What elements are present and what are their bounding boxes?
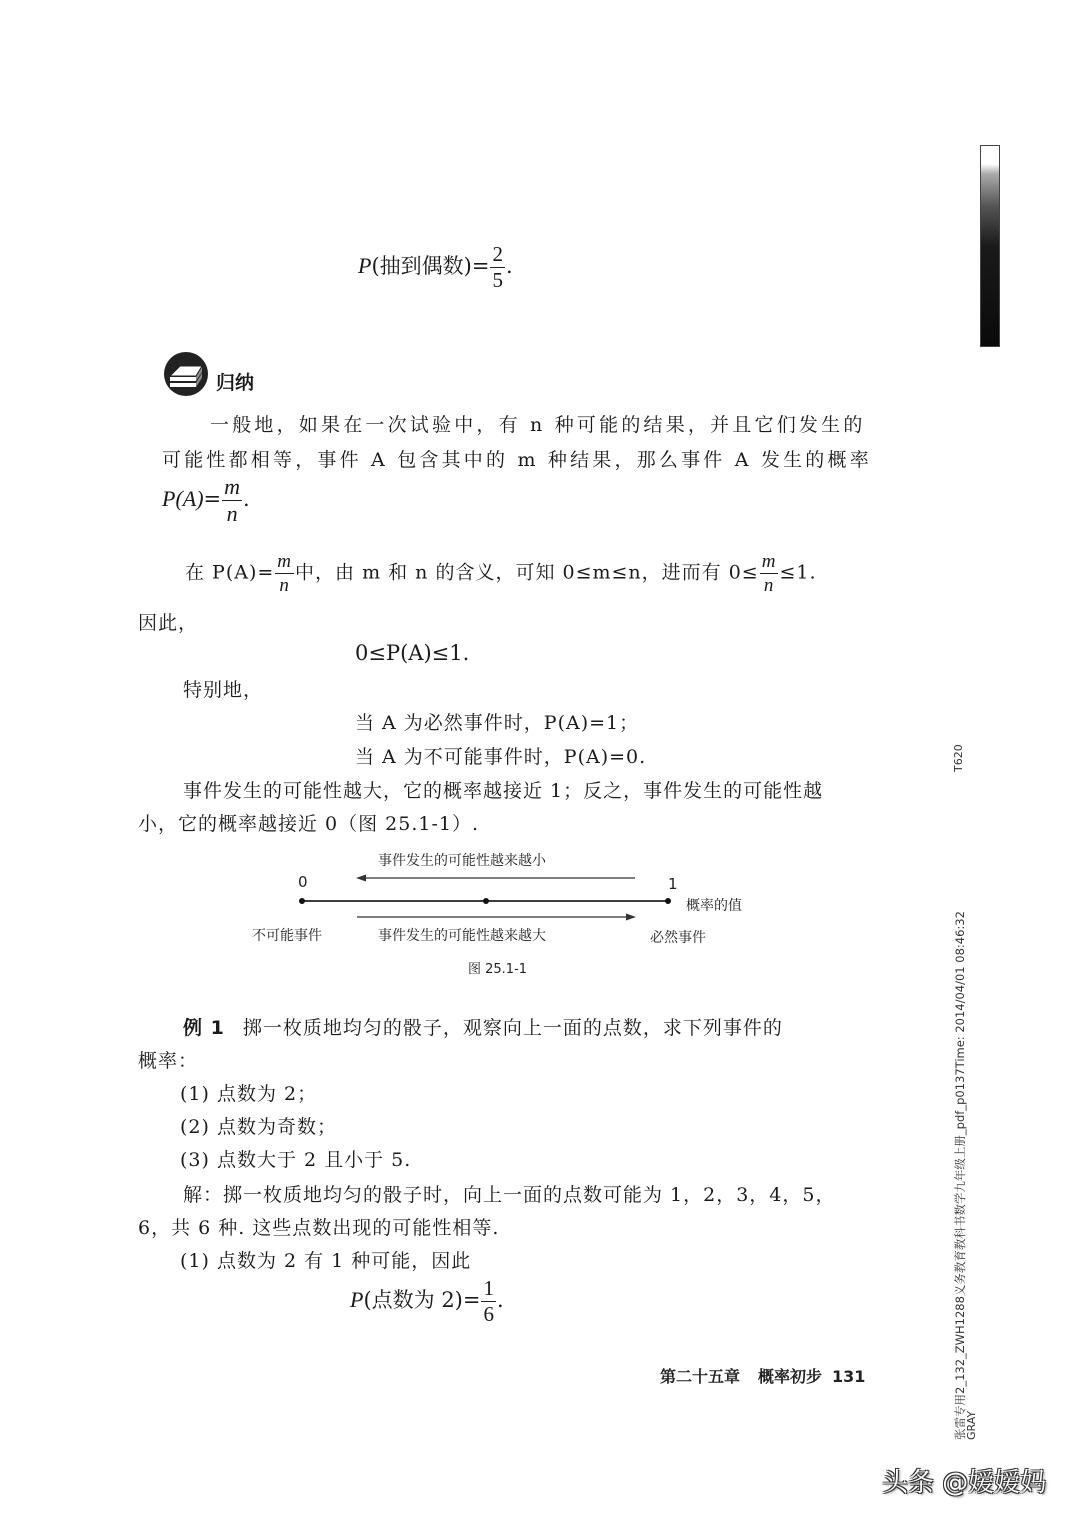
page-number: 131 [832, 1367, 866, 1386]
axis-label: 概率的值 [686, 898, 742, 914]
example-item-2: (2) 点数为奇数； [180, 1116, 337, 1138]
fraction: $\frac{m}{n}$ [761, 551, 777, 596]
range-formula: 0≤P(A)≤1. [355, 641, 470, 665]
example-title: 例 1 [183, 1017, 225, 1039]
bottom-arrow-label: 事件发生的可能性越来越大 [378, 928, 546, 944]
side-mode: GRAY [965, 1410, 978, 1440]
example-line-1: 例 1 掷一枚质地均匀的骰子，观察向上一面的点数，求下列事件的 [183, 1017, 783, 1039]
zero-value-label: 0 [298, 873, 308, 891]
fraction: $\frac{2}{5}$ [492, 242, 503, 292]
example-line-2: 概率： [138, 1050, 199, 1072]
figure-caption: 图 25.1-1 [468, 962, 528, 977]
solution-formula: P(点数为 2)= $\frac{1}{6}$ . [350, 1276, 504, 1326]
one-value-label: 1 [668, 875, 678, 893]
induction-line-2: 可能性都相等，事件 A 包含其中的 m 种结果，那么事件 A 发生的概率 [162, 449, 872, 471]
fraction: $\frac{m}{n}$ [224, 474, 241, 526]
chapter-title: 概率初步 [758, 1367, 823, 1386]
special-case-certain: 当 A 为必然事件时，P(A)=1； [355, 712, 640, 734]
solution-line-2: 6，共 6 种. 这些点数出现的可能性相等. [138, 1217, 500, 1239]
paragraph-likelihood-line-2: 小，它的概率越接近 0（图 25.1-1）. [138, 813, 480, 835]
watermark: 头条 @嫒嫒妈 [882, 1468, 1047, 1498]
example-item-3: (3) 点数大于 2 且小于 5. [180, 1149, 412, 1171]
induction-heading: 归纳 [216, 372, 255, 394]
probability-number-line-figure [240, 845, 780, 985]
top-arrow-label: 事件发生的可能性越来越小 [378, 853, 546, 869]
induction-icon [162, 350, 210, 398]
side-scan-info: 张雷专用2_132_ZWH1288义务教育教科书数学九年级上册_pdf_p0137Time: 2014/04/01 08:46:32 [953, 911, 967, 1440]
certain-event-label: 必然事件 [650, 930, 706, 946]
solution-item-1: (1) 点数为 2 有 1 种可能，因此 [180, 1250, 472, 1272]
impossible-event-label: 不可能事件 [252, 928, 322, 944]
grayscale-strip [980, 145, 1000, 347]
special-intro: 特别地， [183, 679, 264, 701]
top-formula: P(抽到偶数)= $\frac{2}{5}$ . [358, 242, 513, 292]
special-case-impossible: 当 A 为不可能事件时，P(A)=0. [355, 746, 647, 768]
side-code: T620 [952, 744, 965, 772]
paragraph-range: 在 P(A)= $\frac{m}{n}$ 中，由 m 和 n 的含义，可知 0≤m≤n，进而有 0≤ $\frac{m}{n}$ ≤1. [185, 551, 817, 596]
therefore-text: 因此， [138, 612, 199, 634]
page-footer [660, 1364, 865, 1387]
induction-line-1: 一般地，如果在一次试验中，有 n 种可能的结果，并且它们发生的 [210, 414, 866, 436]
example-item-1: (1) 点数为 2； [180, 1083, 318, 1105]
solution-line-1: 解：掷一枚质地均匀的骰子时，向上一面的点数可能为 1，2，3，4，5， [183, 1184, 836, 1206]
induction-formula: P(A)= $\frac{m}{n}$ . [162, 474, 250, 526]
fraction: $\frac{m}{n}$ [277, 551, 293, 596]
chapter-label: 第二十五章 [660, 1367, 741, 1386]
paragraph-likelihood-line-1: 事件发生的可能性越大，它的概率越接近 1；反之，事件发生的可能性越 [183, 780, 824, 802]
fraction: $\frac{1}{6}$ [483, 1276, 494, 1326]
